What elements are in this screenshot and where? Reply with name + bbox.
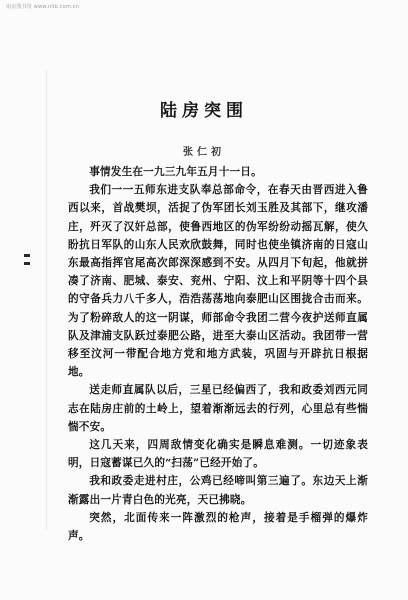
paragraph: 事情发生在一九三九年五月十一日。: [89, 166, 262, 178]
paragraph: 突然，北面传来一阵激烈的枪声，接着是手榴弹的爆炸声。: [68, 511, 368, 543]
article-title: 陆房突围: [160, 101, 248, 121]
article-author: 张仁初: [183, 147, 225, 158]
paragraph: 这几天来，四周敌情变化确实是瞬息难测。一切迹象表明，日寇蓄谋已久的“扫荡”已经开始了。: [68, 439, 368, 470]
paragraph: 送走师直属队以后，三星已经偏西了，我和政委刘西元同志在陆房庄前的土岭上，望着渐渐远去的行列，心里总有些惴惴不安。: [68, 384, 368, 433]
article-body: [68, 163, 368, 545]
page-scan-edge: [46, 70, 47, 530]
library-watermark: 南京图书馆 www.nlib.com.cn: [6, 4, 80, 10]
binding-hole-marks: [22, 0, 32, 600]
paragraph: 我们一一五师东进支队奉总部命令，在春天由晋西进入鲁西以来，首战樊坝，活捉了伪军团长刘玉胜及其部下，继攻潘庄，歼灭了汉奸总部，使鲁西地区的伪军纷纷动摇瓦解，使久盼抗日军队的山东人民欢欣鼓舞，同时也使坐镇济南的日寇山东最高指挥官尾高次郎深深感到不安。从四月下旬起，他就拼凑了济南、肥城、泰安、兖州、宁阳、汶上和平阴等十四个县的守备兵力八千多人，浩浩荡荡地向泰肥山区围拢合击而来。为了粉碎敌人的这一阴谋，师部命令我团二营今夜护送师直属队及津浦支队跃过泰肥公路，进至大泰山区活动。我团带一营移至汶河一带配合地方党和地方武装，巩固与开辟抗日根据地。: [68, 184, 368, 379]
paragraph: 我和政委走进村庄，公鸡已经啼叫第三遍了。东边天上渐渐露出一片青白色的光亮，天已拂晓。: [68, 475, 368, 506]
